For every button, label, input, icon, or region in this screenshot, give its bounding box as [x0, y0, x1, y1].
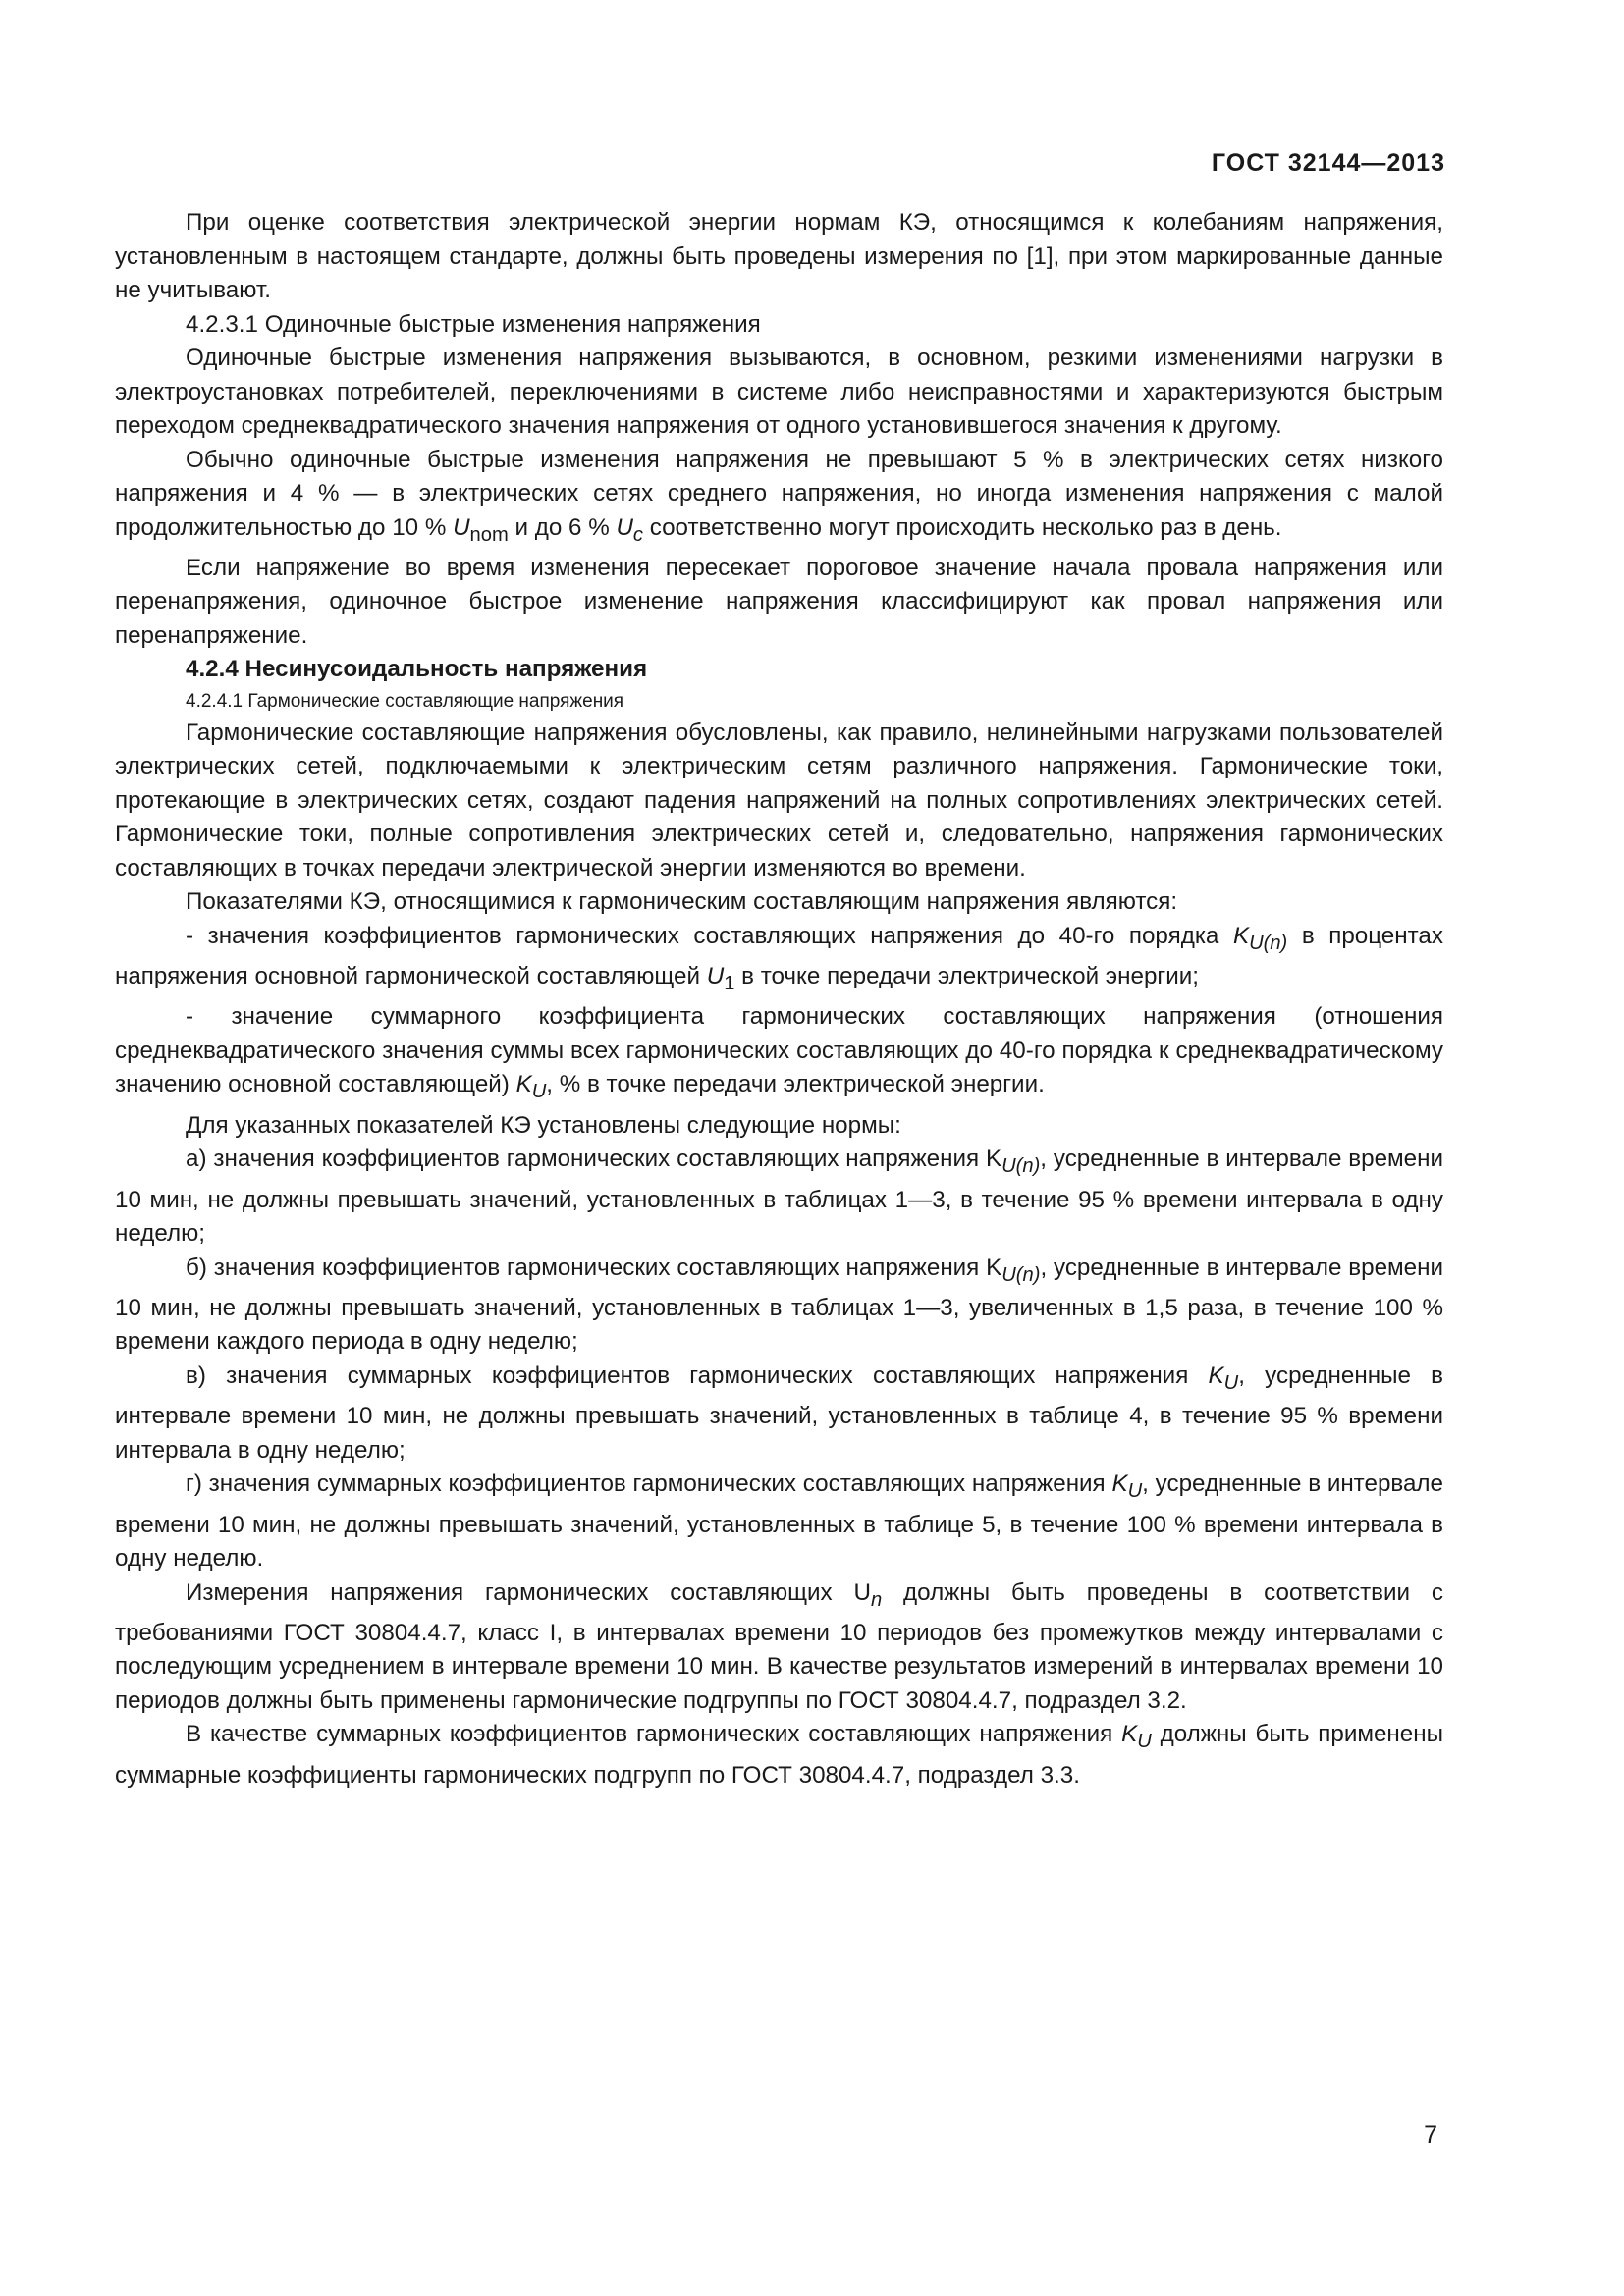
formula-symbol: K	[515, 1071, 532, 1098]
text-run: в процентах напряжения основной гармонической составляющей	[115, 922, 1443, 990]
text-run: и до 6 %	[514, 513, 610, 541]
text-run: соответственно могут происходить несколько раз в день.	[649, 513, 1282, 541]
text-run: - значения коэффициентов гармонических составляющих напряжения до 40-го порядка	[186, 922, 1219, 949]
text-run: а) значения коэффициентов гармонических составляющих напряжения K	[186, 1146, 1002, 1173]
text-run: , усредненные в интервале времени 10 мин, не должны превышать значений, установленных в таблице 4, в течение 95 % времени интервала в одну неделю;	[115, 1362, 1443, 1464]
text-run: б) значения коэффициентов гармонических составляющих напряжения K	[186, 1254, 1002, 1281]
text-run: в точке передачи электрической энергии;	[741, 963, 1199, 990]
formula-subscript: nom	[469, 523, 509, 546]
formula-subscript: 1	[724, 972, 735, 994]
text-run: Измерения напряжения гармонических составляющих U	[186, 1578, 871, 1606]
formula-symbol: K	[1121, 1721, 1138, 1748]
paragraph: При оценке соответствия электрической энергии нормам КЭ, относящимся к колебаниям напряжения, установленным в настоящем стандарте, должны быть проведены измерения по [1], при этом маркированные данные не учитывают.	[115, 209, 1443, 303]
formula-subscript: U	[1223, 1371, 1239, 1394]
text-run: в) значения суммарных коэффициентов гармонических составляющих напряжения	[186, 1362, 1189, 1389]
text-run: - значение суммарного коэффициента гармонических составляющих напряжения (отношения среднеквадратического значения суммы всех гармонических составляющих до 40-го порядка к среднеквадратическому значению основной составляющей)	[115, 1003, 1443, 1098]
formula-subscript: U(n)	[1001, 1155, 1041, 1178]
formula-subscript: U	[1137, 1731, 1152, 1753]
paragraph: Для указанных показателей КЭ установлены следующие нормы:	[186, 1111, 901, 1139]
formula-symbol: K	[1208, 1362, 1224, 1389]
text-run: В качестве суммарных коэффициентов гармонических составляющих напряжения	[186, 1721, 1113, 1748]
norm-item-v	[115, 1360, 1443, 1468]
formula-subscript: c	[632, 523, 643, 546]
norm-item-b	[115, 1252, 1443, 1360]
formula-subscript: U	[531, 1081, 547, 1103]
formula-subscript: U	[1127, 1480, 1143, 1503]
formula-symbol: U	[453, 513, 470, 541]
paragraph: Гармонические составляющие напряжения обусловлены, как правило, нелинейными нагрузками пользователей электрических сетей, подключаемыми к электрическим сетям различного напряжения. Гармонические токи, протекающие в электрических сетях, создают падения напряжений на полных сопротивлениях электрических сетей. Гармонические токи, полные сопротивления электрических сетей и, следовательно, напряжения гармонических составляющих в точках передачи электрической энергии изменяются во времени.	[115, 719, 1443, 881]
section-4-2-4-1-title: 4.2.4.1 Гармонические составляющие напряжения	[186, 690, 624, 712]
document-code: ГОСТ 32144—2013	[1211, 149, 1445, 177]
text-run: Обычно одиночные быстрые изменения напряжения не превышают 5 % в электрических сетях низкого напряжения и 4 % — в электрических сетях среднего напряжения, но иногда изменения напряжения с малой продолжительностью до 10 %	[115, 446, 1443, 541]
norm-item-a	[115, 1143, 1443, 1251]
page-number: 7	[1424, 2121, 1437, 2149]
text-run: , усредненные в интервале времени 10 мин, не должны превышать значений, установленных в таблицах 1—3, в течение 95 % времени интервала в одну неделю;	[115, 1146, 1443, 1248]
section-4-2-4-title: 4.2.4 Несинусоидальность напряжения	[186, 656, 648, 683]
paragraph: Одиночные быстрые изменения напряжения вызываются, в основном, резкими изменениями нагрузки в электроустановках потребителей, переключениями в системе либо неисправностями и характеризуются быстрым переходом среднеквадратического значения напряжения от одного установившегося значения к другому.	[115, 345, 1443, 439]
formula-symbol: U	[706, 963, 725, 990]
formula-symbol: K	[1232, 922, 1250, 949]
norm-item-g	[115, 1468, 1443, 1575]
paragraph: Показателями КЭ, относящимися к гармоническим составляющим напряжения являются:	[186, 888, 1178, 916]
formula-subscript: n	[870, 1588, 883, 1611]
formula-symbol: U	[616, 513, 633, 541]
paragraph	[115, 1576, 1443, 1719]
list-item	[115, 1000, 1443, 1108]
text-run: должны быть применены суммарные коэффициенты гармонических подгрупп по ГОСТ 30804.4.7, подраздел 3.3.	[115, 1721, 1443, 1789]
text-run: , усредненные в интервале времени 10 мин, не должны превышать значений, установленных в таблице 5, в течение 100 % времени интервала в одну неделю.	[115, 1470, 1443, 1573]
formula-symbol: K	[1111, 1470, 1128, 1498]
text-run: г) значения суммарных коэффициентов гармонических составляющих напряжения	[186, 1470, 1106, 1498]
section-4-2-3-1-title: 4.2.3.1 Одиночные быстрые изменения напряжения	[186, 310, 761, 338]
formula-subscript: U(n)	[1001, 1263, 1041, 1286]
text-run: , усредненные в интервале времени 10 мин, не должны превышать значений, установленных в таблицах 1—3, увеличенных в 1,5 раза, в течение 100 % времени каждого периода в одну неделю;	[115, 1254, 1443, 1356]
document-body	[115, 206, 1443, 1792]
formula-subscript: U(n)	[1249, 932, 1288, 954]
paragraph	[115, 1718, 1443, 1792]
text-run: , % в точке передачи электрической энергии.	[546, 1071, 1045, 1098]
paragraph: Если напряжение во время изменения пересекает пороговое значение начала провала напряжения или перенапряжения, одиночное быстрое изменение напряжения классифицируют как провал напряжения или перенапряжение.	[115, 554, 1443, 649]
list-item	[115, 920, 1443, 1001]
paragraph	[115, 444, 1443, 552]
text-run: должны быть проведены в соответствии с требованиями ГОСТ 30804.4.7, класс I, в интервалах времени 10 периодов без промежутков между интервалами с последующим усреднением в интервале времени 10 мин. В качестве результатов измерений в интервалах времени 10 периодов должны быть применены гармонические подгруппы по ГОСТ 30804.4.7, подраздел 3.2.	[115, 1578, 1443, 1714]
